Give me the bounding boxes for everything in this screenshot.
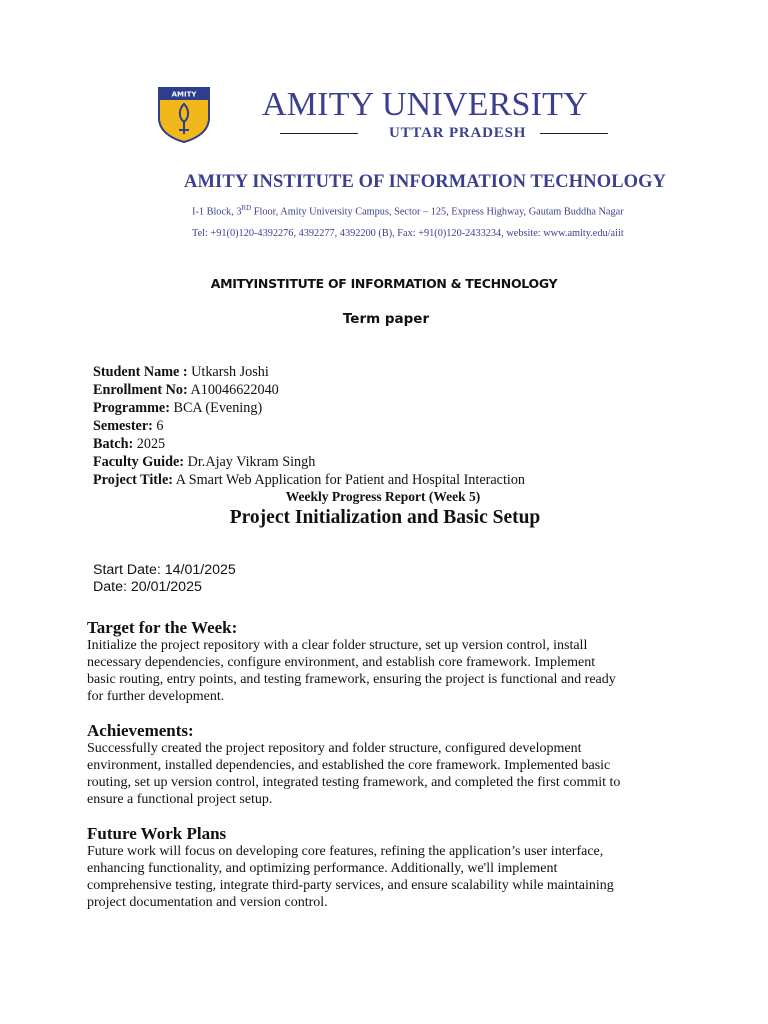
programme-line: Programme: BCA (Evening): [93, 400, 263, 416]
semester-line: Semester: 6: [93, 418, 164, 434]
amity-logo: [155, 84, 213, 144]
enrollment-line: Enrollment No: A10046622040: [93, 382, 279, 398]
svg-text:AMITY: AMITY: [171, 90, 197, 99]
student-name-line: Student Name : Utkarsh Joshi: [93, 364, 269, 380]
target-heading: Target for the Week:: [87, 618, 238, 637]
future-work-heading: Future Work Plans: [87, 824, 227, 843]
weekly-report-label: Weekly Progress Report (Week 5): [285, 489, 481, 504]
document-type: Term paper: [342, 311, 430, 327]
batch-line: Batch: 2025: [93, 436, 166, 452]
target-paragraph: Initialize the project repository with a clear folder structure, set up version control, install necessary dependencies, configure environment, and establish core framework. Implement basic routing, entry points, and testing framework, ensuring the project is functional and ready for further development.: [87, 638, 616, 704]
end-date: Date: 20/01/2025: [93, 579, 202, 595]
header-rule-left: [280, 133, 358, 134]
institute-address: I-1 Block, 3RD Floor, Amity University Campus, Sector – 125, Express Highway, Gautam Buddha Nagar: [192, 204, 624, 218]
institute-contact: Tel: +91(0)120-4392276, 4392277, 4392200 (B), Fax: +91(0)120-2433234, website: www.amity.edu/aiit: [192, 228, 624, 239]
achievements-heading: Achievements:: [87, 721, 194, 740]
project-title-line: Project Title: A Smart Web Application for Patient and Hospital Interaction: [93, 472, 526, 488]
achievements-paragraph: Successfully created the project repository and folder structure, configured development environment, installed dependencies, and established the core framework. Implemented basic routing, set up version control, integrated testing framework, and completed the first commit to ensure a functional project setup.: [87, 741, 621, 807]
faculty-guide-line: Faculty Guide: Dr.Ajay Vikram Singh: [93, 454, 316, 470]
document-institute-title: AMITYINSTITUTE OF INFORMATION & TECHNOLOGY: [210, 276, 558, 291]
future-work-paragraph: Future work will focus on developing core features, refining the application’s user interface, enhancing functionality, and optimizing performance. Additionally, we'll implement comprehensive testing, integrate third-party services, and ensure scalability while maintaining project documentation and version control.: [87, 844, 614, 910]
report-title: Project Initialization and Basic Setup: [229, 507, 541, 528]
university-state: UTTAR PRADESH: [389, 125, 527, 141]
institute-name: AMITY INSTITUTE OF INFORMATION TECHNOLOGY: [184, 172, 667, 192]
university-name: AMITY UNIVERSITY: [262, 86, 588, 123]
start-date: Start Date: 14/01/2025: [93, 562, 236, 578]
header-rule-right: [540, 133, 608, 134]
